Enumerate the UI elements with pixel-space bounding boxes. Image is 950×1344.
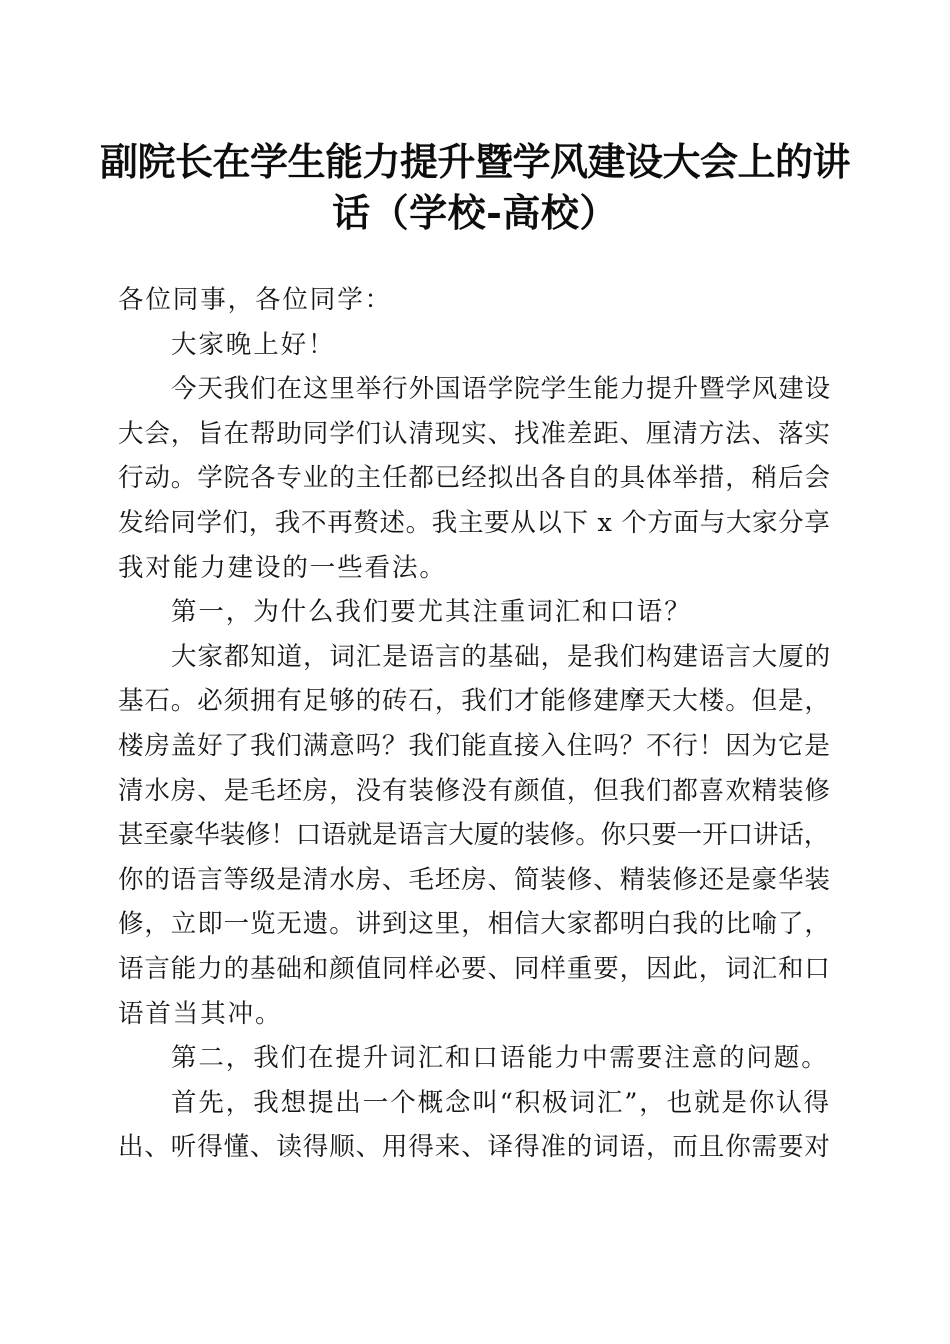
section-heading-1 <box>118 590 833 635</box>
paragraph-line: 你的语言等级是清水房、毛坯房、简装修、精装修还是豪华装 <box>118 864 831 895</box>
document-title <box>100 136 850 238</box>
paragraph-line: 发给同学们，我不再赘述。我主要从以下 x 个方面与大家分享 <box>118 507 831 538</box>
paragraph-line: 今天我们在这里举行外国语学院学生能力提升暨学风建设 <box>171 374 832 405</box>
paragraph-greeting <box>118 323 833 368</box>
paragraph-line: 第一，为什么我们要尤其注重词汇和口语？ <box>171 597 692 628</box>
paragraph-intro <box>118 367 833 590</box>
title-line-2: 话（学校-高校） <box>332 190 618 235</box>
paragraph-line: 第二，我们在提升词汇和口语能力中需要注意的问题。 <box>171 1043 829 1074</box>
section-heading-2 <box>118 1036 833 1081</box>
paragraph-line: 甚至豪华装修！口语就是语言大厦的装修。你只要一开口讲话， <box>118 820 830 851</box>
paragraph-line: 语首当其冲。 <box>118 998 283 1029</box>
paragraph-vocabulary <box>118 635 833 1036</box>
paragraph-line: 大家晚上好！ <box>171 329 336 360</box>
paragraph-line: 首先，我想提出一个概念叫“积极词汇”，也就是你认得 <box>171 1087 832 1118</box>
paragraph-line: 基石。必须拥有足够的砖石，我们才能修建摩天大楼。但是， <box>118 686 831 717</box>
paragraph-line: 大家都知道，词汇是语言的基础，是我们构建语言大厦的 <box>171 641 832 672</box>
title-line-1: 副院长在学生能力提升暨学风建设大会上的讲 <box>100 139 851 184</box>
salutation: 各位同事，各位同学： <box>118 285 393 315</box>
paragraph-line: 我对能力建设的一些看法。 <box>118 552 447 583</box>
paragraph-line: 修，立即一览无遗。讲到这里，相信大家都明白我的比喻了， <box>118 909 831 940</box>
paragraph-line: 语言能力的基础和颜值同样必要、同样重要，因此，词汇和口 <box>118 953 831 984</box>
paragraph-active-vocabulary <box>118 1081 833 1170</box>
paragraph-line: 楼房盖好了我们满意吗？我们能直接入住吗？不行！因为它是 <box>118 730 831 761</box>
paragraph-line: 出、听得懂、读得顺、用得来、译得准的词语，而且你需要对 <box>118 1132 831 1163</box>
paragraph-line: 行动。学院各专业的主任都已经拟出各自的具体举措，稍后会 <box>118 463 831 494</box>
paragraph-line: 大会，旨在帮助同学们认清现实、找准差距、厘清方法、落实 <box>118 418 831 449</box>
paragraph-line: 清水房、是毛坯房，没有装修没有颜值，但我们都喜欢精装修 <box>118 775 831 806</box>
document-body <box>118 278 833 1170</box>
